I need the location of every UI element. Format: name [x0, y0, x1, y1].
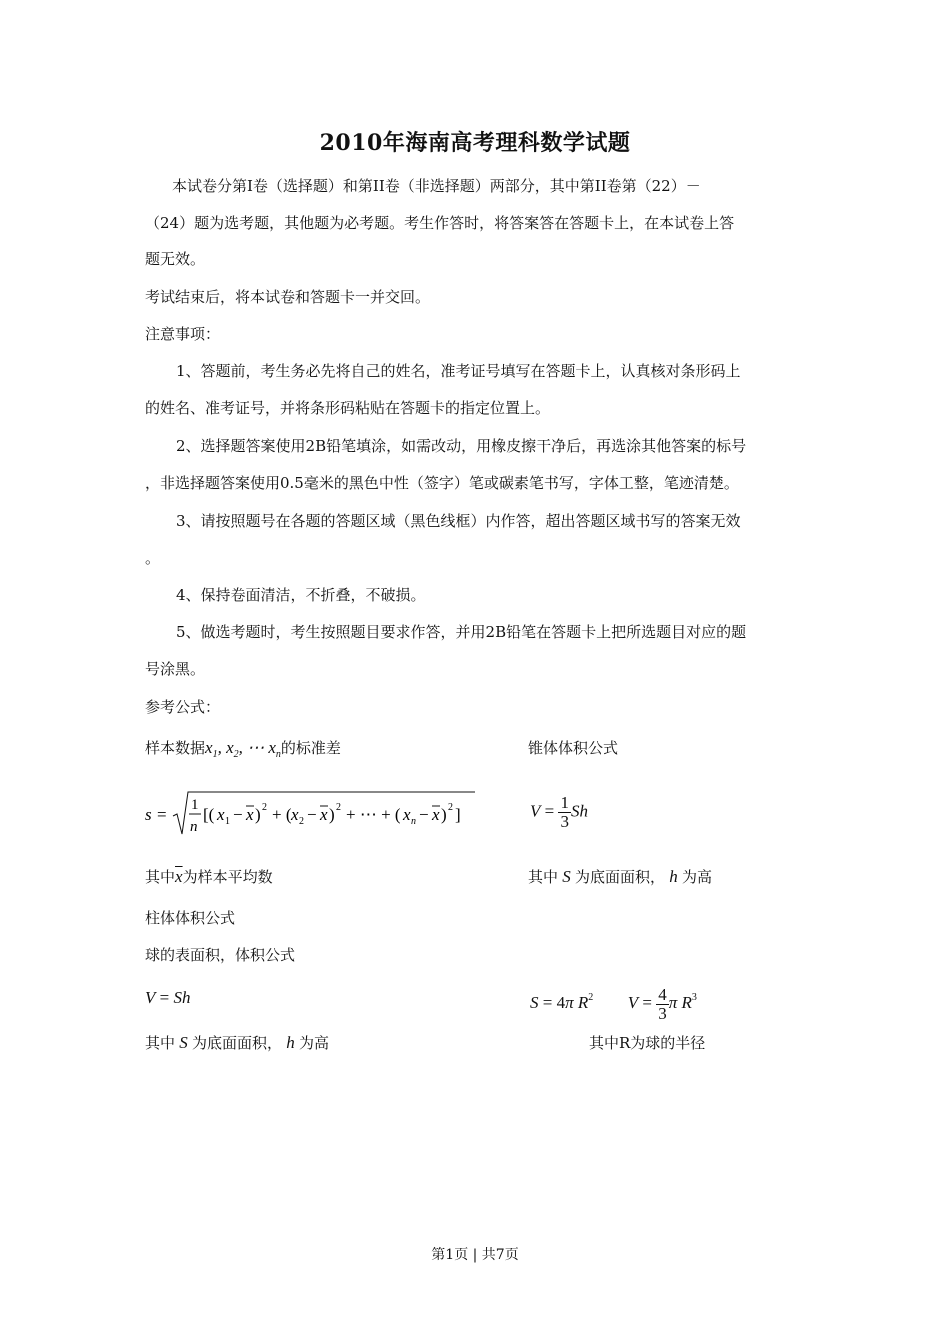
svg-text:2: 2	[262, 802, 267, 813]
cone-note: 其中 S 为底面面积， h 为高	[528, 867, 713, 886]
notice-item-1a: 1、答题前，考生务必先将自己的姓名，准考证号填写在答题卡上，认真核对条形码上	[176, 362, 741, 380]
svg-text:x: x	[403, 805, 411, 824]
svg-text:2: 2	[299, 816, 304, 827]
intro-line-3: 题无效。	[145, 250, 206, 268]
svg-text:): )	[255, 805, 261, 824]
svg-text:[(: [(	[203, 805, 215, 824]
svg-text:+ ⋯ + (: + ⋯ + (	[346, 805, 401, 824]
standard-deviation-formula-graphic	[145, 786, 485, 842]
svg-text:]: ]	[455, 805, 461, 824]
svg-text:2: 2	[336, 802, 341, 813]
notice-heading: 注意事项：	[145, 325, 221, 343]
notice-item-3b: 。	[145, 549, 161, 567]
svg-text:+ (: + (	[272, 805, 292, 824]
svg-text:−: −	[419, 805, 429, 824]
formulas-heading: 参考公式：	[145, 698, 221, 716]
standard-deviation-formula	[145, 786, 485, 842]
svg-text:): )	[441, 805, 447, 824]
svg-text:n: n	[411, 816, 416, 827]
sd-label: 样本数据$x_1$, $x_2$, ⋯ $x_n$的标准差	[145, 738, 341, 760]
page-footer: 第1页 | 共7页	[431, 1247, 519, 1263]
intro-line-4: 考试结束后，将本试卷和答题卡一并交回。	[145, 288, 431, 306]
page-title: 2010年海南高考理科数学试题	[319, 130, 631, 156]
svg-text:−: −	[233, 805, 243, 824]
notice-item-3a: 3、请按照题号在各题的答题区域（黑色线框）内作答，超出答题区域书写的答案无效	[176, 512, 741, 530]
svg-text:x: x	[291, 805, 299, 824]
svg-text:): )	[329, 805, 335, 824]
notice-item-5b: 号涂黑。	[145, 660, 206, 678]
notice-item-2b: ，非选择题答案使用0.5毫米的黑色中性（签字）笔或碳素笔书写，字体工整，笔迹清楚。	[145, 474, 739, 492]
sphere-formula-label: 球的表面积，体积公式	[145, 946, 296, 964]
svg-text:2: 2	[448, 802, 453, 813]
svg-text:−: −	[307, 805, 317, 824]
svg-text:x: x	[320, 805, 328, 824]
sphere-formulas: S = 4π $R^2$ V = $\frac{4}{3}$ π $R^3$	[530, 984, 697, 1023]
svg-text:x: x	[432, 805, 440, 824]
svg-text:n: n	[190, 819, 198, 835]
notice-item-2a: 2、选择题答案使用2B铅笔填涂，如需改动，用橡皮擦干净后，再选涂其他答案的标号	[176, 437, 747, 455]
cylinder-volume-label: 柱体体积公式	[145, 909, 236, 927]
svg-text:=: =	[157, 805, 167, 824]
cone-volume-label: 锥体体积公式	[528, 739, 619, 757]
sample-data-expression: $x_1$, $x_2$, ⋯ $x_n$	[205, 738, 281, 760]
svg-text:1: 1	[191, 797, 199, 813]
svg-text:x: x	[217, 805, 225, 824]
cylinder-volume-formula: V = Sh	[145, 988, 191, 1007]
notice-item-1b: 的姓名、准考证号，并将条形码粘贴在答题卡的指定位置上。	[145, 399, 551, 417]
intro-line-2: （24）题为选考题，其他题为必考题。考生作答时，将答案答在答题卡上，在本试卷上答	[145, 214, 735, 232]
mean-note: 其中$\overline{x}$为样本平均数	[145, 867, 273, 886]
cone-volume-formula: V = $\frac{1}{3}$ Sh	[530, 793, 588, 831]
svg-text:x: x	[246, 805, 254, 824]
sphere-note: 其中R为球的半径	[589, 1034, 706, 1052]
svg-text:1: 1	[225, 816, 230, 827]
notice-item-4: 4、保持卷面清洁，不折叠，不破损。	[176, 586, 426, 604]
notice-item-5a: 5、做选考题时，考生按照题目要求作答，并用2B铅笔在答题卡上把所选题目对应的题	[176, 623, 747, 641]
svg-text:s: s	[145, 805, 152, 824]
cylinder-note: 其中 S 为底面面积， h 为高	[145, 1033, 330, 1052]
intro-line-1: 本试卷分第I卷（选择题）和第II卷（非选择题）两部分，其中第II卷第（22）－	[172, 177, 701, 195]
